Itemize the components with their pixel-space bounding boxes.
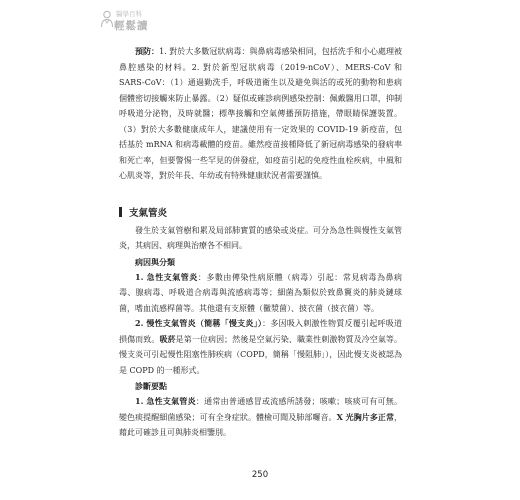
acute-label: 1. 急性支氣管炎 (135, 271, 198, 282)
diagnosis-text-b: ，藉此可確診且可與肺炎相鑒別。 (119, 412, 402, 437)
chronic-text-b: 是第一位病因；然後是空氣污染、職業性刺激物質及冷空氣等。慢支炎可引起慢性阻塞性肺疾病（COPD，簡稱「慢阻肺」），因此慢支炎被認為是 COPD 的一種形式。 (119, 334, 403, 375)
doctor-icon (100, 10, 114, 28)
prevention-label: 預防： (135, 46, 160, 56)
diagnosis-label: 1. 急性支氣管炎 (135, 396, 196, 406)
chronic-text-a: ：多因吸入刺激性物質反覆引起呼吸道損傷而致。 (119, 319, 403, 344)
prevention-paragraph (119, 44, 402, 184)
chronic-smoking: 吸菸 (159, 333, 176, 344)
subheading-diagnosis: 診斷要點 (135, 381, 167, 391)
acute-paragraph (119, 270, 402, 317)
section-heading (119, 206, 402, 221)
prevention-text-1: 1. 對於大多數冠狀病毒：與鼻病毒感染相同，包括洗手和小心處理被鼻腔感染的材料。 (119, 47, 402, 72)
acute-text: ：多數由傳染性病原體（病毒）引起：常見病毒為鼻病毒、腺病毒、呼吸道合病毒與流感病毒等；細菌為類似於致鼻竇炎的肺炎鏈球菌，嗜血流感桿菌等。其他還有支原體（黴漿菌）、披衣菌（披衣菌）等。 (119, 272, 403, 313)
page-number: 250 (251, 470, 269, 480)
diagnosis-text-a: ：通常由普通感冒或流感所誘發；咳嗽；咳痰可有可無。變色痰提醒細菌感染；可有全身症狀。體檢可聞及肺部囉音。 (119, 397, 403, 422)
chronic-paragraph (119, 316, 402, 378)
heading-bar (119, 207, 122, 217)
series-name: 醫學百科 (116, 10, 142, 18)
diagnosis-paragraph (119, 394, 402, 441)
diagnosis-xray: X 光胸片多正常 (336, 411, 394, 422)
prevention-text-2: 2. 對於新型冠狀病毒（2019-nCoV）、MERS-CoV 和 SARS-CoV：（1）通過勤洗手，呼吸道衛生以及避免與活的或死的動物和患病個體密切接觸來防止暴露。（2）疑似或確診病例感染控制：佩戴醫用口罩，抑制呼吸道分泌物，及時就醫；標準接觸和空氣傳播預防措施，帶眼睛保護裝置。（3）對於大多數健康成年人，建議使用有一定效果的 COVID-19 新疫苗，包括基於 mRNA 和病毒載體的疫苗。雖然疫苗接種降低了新冠病毒感染的發病率和死亡率，但要警惕一些罕見的併發症，如疫苗引起的免疫性血栓疾病，中風和心肌炎等，對於年長、年幼或有特殊健康狀況者需要謹慎。 (119, 62, 402, 180)
series-title: 輕鬆讀 (114, 20, 149, 32)
section-intro: 發生於支氣管樹和累及局部肺實質的感染或炎症。可分為急性與慢性支氣管炎，其病因、病理與治療各不相同。 (119, 225, 402, 250)
page-content (119, 44, 402, 441)
subheading-etiology: 病因與分類 (135, 256, 175, 267)
section-title: 支氣管炎 (129, 207, 168, 219)
chronic-label: 2. 慢性支氣管炎（簡稱「慢支炎」） (135, 318, 263, 328)
